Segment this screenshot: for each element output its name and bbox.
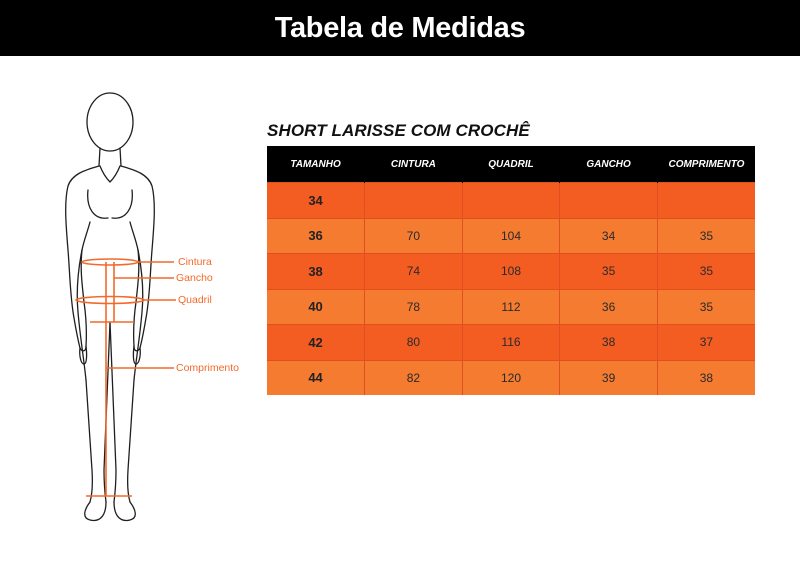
table-row xyxy=(267,183,755,219)
size-cell: 36 xyxy=(267,218,365,254)
hip-cell: 120 xyxy=(462,360,560,395)
size-cell: 34 xyxy=(267,183,365,219)
hip-cell: 108 xyxy=(462,254,560,290)
header-size: TAMANHO xyxy=(267,146,365,183)
length-cell: 35 xyxy=(657,289,755,325)
length-label: Comprimento xyxy=(176,362,240,374)
rise-cell xyxy=(560,183,658,219)
waist-cell: 74 xyxy=(365,254,463,290)
waist-cell: 78 xyxy=(365,289,463,325)
header-rise: GANCHO xyxy=(560,146,658,183)
size-chart-table xyxy=(267,146,755,395)
length-cell: 35 xyxy=(657,254,755,290)
table-row xyxy=(267,254,755,290)
length-cell: 37 xyxy=(657,325,755,361)
rise-cell: 36 xyxy=(560,289,658,325)
header-length: COMPRIMENTO xyxy=(657,146,755,183)
body-measurement-figure xyxy=(50,90,270,540)
waist-cell: 80 xyxy=(365,325,463,361)
table-row xyxy=(267,289,755,325)
hip-cell: 112 xyxy=(462,289,560,325)
table-row xyxy=(267,218,755,254)
rise-cell: 35 xyxy=(560,254,658,290)
rise-cell: 38 xyxy=(560,325,658,361)
waist-cell: 70 xyxy=(365,218,463,254)
table-row xyxy=(267,325,755,361)
waist-cell xyxy=(365,183,463,219)
hip-label: Quadril xyxy=(178,294,212,306)
female-silhouette-illustration xyxy=(50,90,270,540)
length-cell: 35 xyxy=(657,218,755,254)
waist-measure-line xyxy=(82,259,138,265)
waist-cell: 82 xyxy=(365,360,463,395)
size-cell: 44 xyxy=(267,360,365,395)
table-header-row xyxy=(267,146,755,183)
hip-measure-line xyxy=(76,297,144,304)
product-title: SHORT LARISSE COM CROCHÊ xyxy=(267,121,530,140)
size-cell: 42 xyxy=(267,325,365,361)
table-row xyxy=(267,360,755,395)
length-cell xyxy=(657,183,755,219)
header-hip: QUADRIL xyxy=(462,146,560,183)
header-waist: CINTURA xyxy=(365,146,463,183)
size-cell: 40 xyxy=(267,289,365,325)
hip-cell: 116 xyxy=(462,325,560,361)
rise-cell: 34 xyxy=(560,218,658,254)
rise-label: Gancho xyxy=(176,272,213,284)
page-title: Tabela de Medidas xyxy=(274,11,526,44)
header-bar xyxy=(0,0,800,56)
hip-cell xyxy=(462,183,560,219)
length-cell: 38 xyxy=(657,360,755,395)
waist-label: Cintura xyxy=(178,256,212,268)
rise-cell: 39 xyxy=(560,360,658,395)
hip-cell: 104 xyxy=(462,218,560,254)
size-cell: 38 xyxy=(267,254,365,290)
